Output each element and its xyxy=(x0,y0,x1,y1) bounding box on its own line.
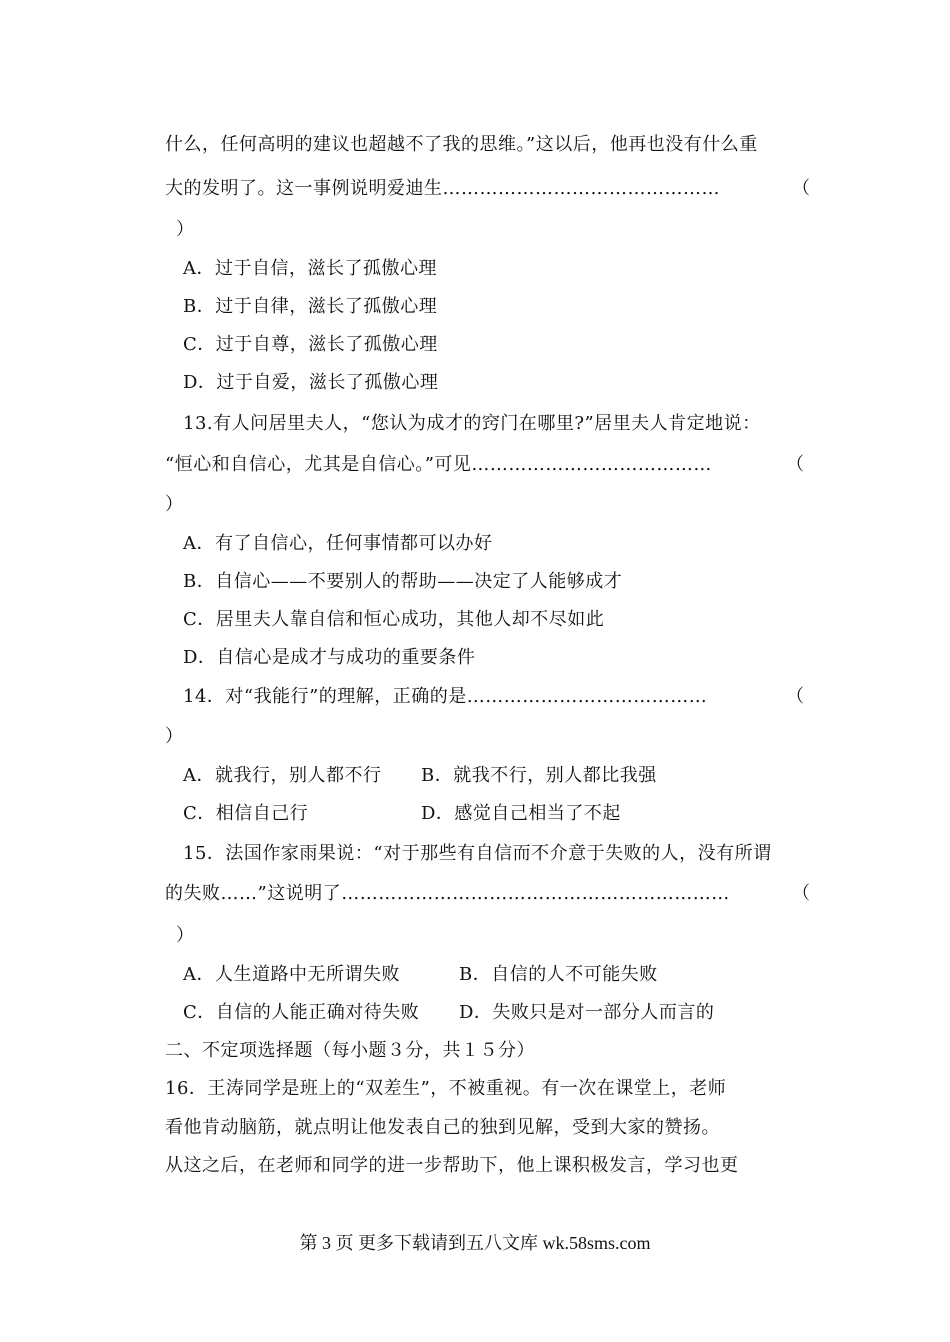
question-14-option-c: C．相信自己行 xyxy=(183,803,309,824)
question-13-answer-paren-open: （ xyxy=(786,454,804,475)
question-15-option-d: D．失败只是对一部分人而言的 xyxy=(459,1002,715,1023)
question-13-option-b: B．自信心——不要别人的帮助——决定了人能够成才 xyxy=(183,571,623,592)
question-15-text-line-1: 15．法国作家雨果说：“对于那些有自信而不介意于失败的人，没有所谓 xyxy=(183,843,772,864)
question-13-answer-paren-close: ） xyxy=(165,494,184,515)
question-16-text-line-3: 从这之后，在老师和同学的进一步帮助下，他上课积极发言，学习也更 xyxy=(165,1155,739,1176)
question-15-option-a: A．人生道路中无所谓失败 xyxy=(183,964,400,985)
question-14-answer-paren-open: （ xyxy=(786,686,804,707)
question-12-text-line-1: 什么，任何高明的建议也超越不了我的思维。”这以后，他再也没有什么重 xyxy=(165,134,758,155)
question-12-option-b: B．过于自律，滋长了孤傲心理 xyxy=(183,296,438,317)
question-12-option-d: D．过于自爱，滋长了孤傲心理 xyxy=(183,372,439,393)
question-14-option-a: A．就我行，别人都不行 xyxy=(183,765,382,786)
question-14-answer-paren-close: ） xyxy=(165,726,184,747)
question-12-option-a: A．过于自信，滋长了孤傲心理 xyxy=(183,258,437,279)
question-13-option-c: C．居里夫人靠自信和恒心成功，其他人却不尽如此 xyxy=(183,609,605,630)
question-13-option-a: A．有了自信心，任何事情都可以办好 xyxy=(183,533,493,554)
question-15-option-c: C．自信的人能正确对待失败 xyxy=(183,1002,420,1023)
question-15-option-b: B．自信的人不可能失败 xyxy=(459,964,658,985)
question-14-option-b: B．就我不行，别人都比我强 xyxy=(421,765,657,786)
question-12-answer-paren-open: （ xyxy=(792,178,810,199)
question-16-text-line-1: 16．王涛同学是班上的“双差生”，不被重视。有一次在课堂上，老师 xyxy=(165,1078,727,1099)
question-12-text-line-2: 大的发明了。这一事例说明爱迪生……………………………………… xyxy=(165,178,720,199)
question-14-option-d: D．感觉自己相当了不起 xyxy=(421,803,621,824)
page-footer: 第 3 页 更多下载请到五八文库 wk.58sms.com xyxy=(299,1233,651,1253)
question-15-text-line-2: 的失败……”这说明了……………………………………………………… xyxy=(165,883,730,904)
question-13-option-d: D．自信心是成才与成功的重要条件 xyxy=(183,647,476,668)
question-13-text-line-2: “恒心和自信心，尤其是自信心。”可见………………………………… xyxy=(165,454,712,475)
question-12-option-c: C．过于自尊，滋长了孤傲心理 xyxy=(183,334,438,355)
question-16-text-line-2: 看他肯动脑筋，就点明让他发表自己的独到见解，受到大家的赞扬。 xyxy=(165,1117,720,1138)
question-12-answer-paren-close: ） xyxy=(176,219,195,240)
question-15-answer-paren-close: ） xyxy=(176,925,195,946)
section-2-heading: 二、不定项选择题（每小题３分，共１５分） xyxy=(165,1040,535,1061)
question-15-answer-paren-open: （ xyxy=(792,883,810,904)
question-13-text-line-1: 13.有人问居里夫人，“您认为成才的窍门在哪里?”居里夫人肯定地说： xyxy=(183,413,761,434)
question-14-text-line-1: 14．对“我能行”的理解，正确的是………………………………… xyxy=(183,686,708,707)
